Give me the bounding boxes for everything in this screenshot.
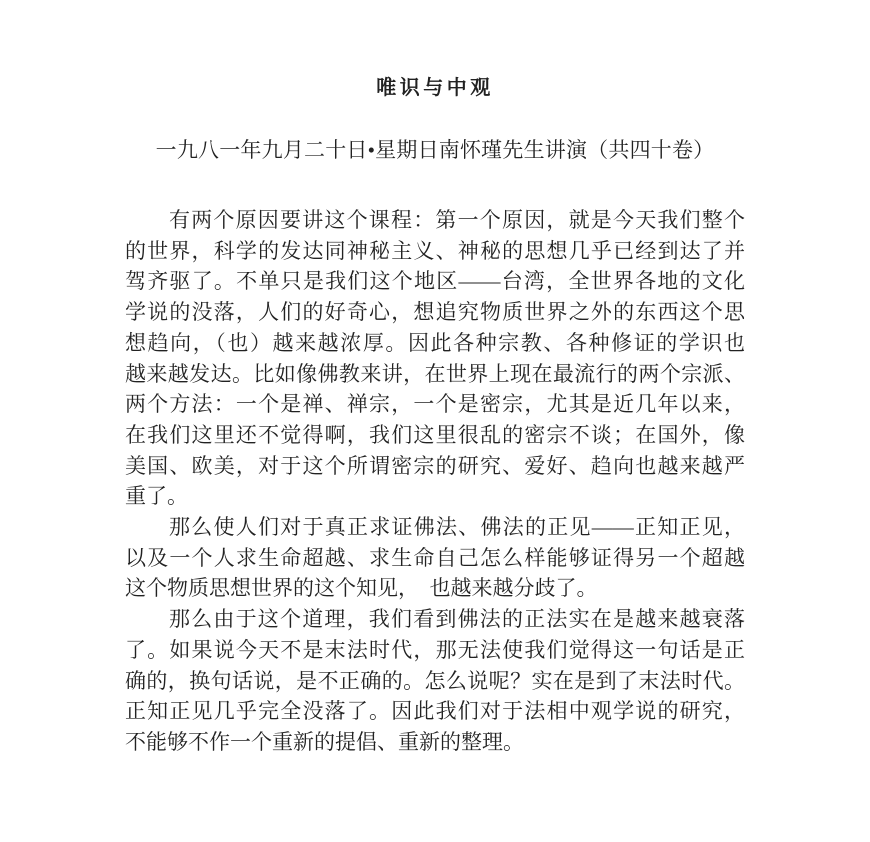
paragraph <box>125 205 745 512</box>
text-line: 以及一个人求生命超越、求生命自己怎么样能够证得另一个超越 <box>125 545 745 570</box>
text-line: 学说的没落，人们的好奇心，想追究物质世界之外的东西这个思 <box>125 300 745 325</box>
text-line: 了。如果说今天不是末法时代，那无法使我们觉得这一句话是正 <box>125 637 745 662</box>
document-title: 唯识与中观 <box>376 77 494 99</box>
text-line: 驾齐驱了。不单只是我们这个地区——台湾，全世界各地的文化 <box>125 269 745 294</box>
paragraph <box>125 604 745 758</box>
text-line: 确的，换句话说，是不正确的。怎么说呢？实在是到了末法时代。 <box>125 668 745 693</box>
text-line: 正知正见几乎完全没落了。因此我们对于法相中观学说的研究， <box>125 699 745 724</box>
text-line: 那么使人们对于真正求证佛法、佛法的正见——正知正见， <box>169 515 745 540</box>
text-line: 想趋向，（也）越来越浓厚。因此各种宗教、各种修证的学识也 <box>125 330 745 355</box>
document-subtitle: 一九八一年九月二十日•星期日南怀瑾先生讲演（共四十卷） <box>155 138 715 162</box>
paragraph <box>125 512 745 604</box>
text-line: 的世界，科学的发达同神秘主义、神秘的思想几乎已经到达了并 <box>125 238 745 263</box>
text-line: 越来越发达。比如像佛教来讲，在世界上现在最流行的两个宗派、 <box>125 361 745 386</box>
text-line: 两个方法：一个是禅、禅宗，一个是密宗，尤其是近几年以来， <box>125 392 745 417</box>
text-line: 那么由于这个道理，我们看到佛法的正法实在是越来越衰落 <box>169 607 745 632</box>
text-line: 美国、欧美，对于这个所谓密宗的研究、爱好、趋向也越来越严 <box>125 453 745 478</box>
text-line: 不能够不作一个重新的提倡、重新的整理。 <box>125 729 524 754</box>
text-line: 重了。 <box>125 484 188 509</box>
text-line: 有两个原因要讲这个课程：第一个原因，就是今天我们整个 <box>169 208 745 232</box>
document-body <box>125 205 745 758</box>
text-line: 在我们这里还不觉得啊，我们这里很乱的密宗不谈；在国外，像 <box>125 422 745 447</box>
text-line: 这个物质思想世界的这个知见， 也越来越分歧了。 <box>125 576 598 601</box>
